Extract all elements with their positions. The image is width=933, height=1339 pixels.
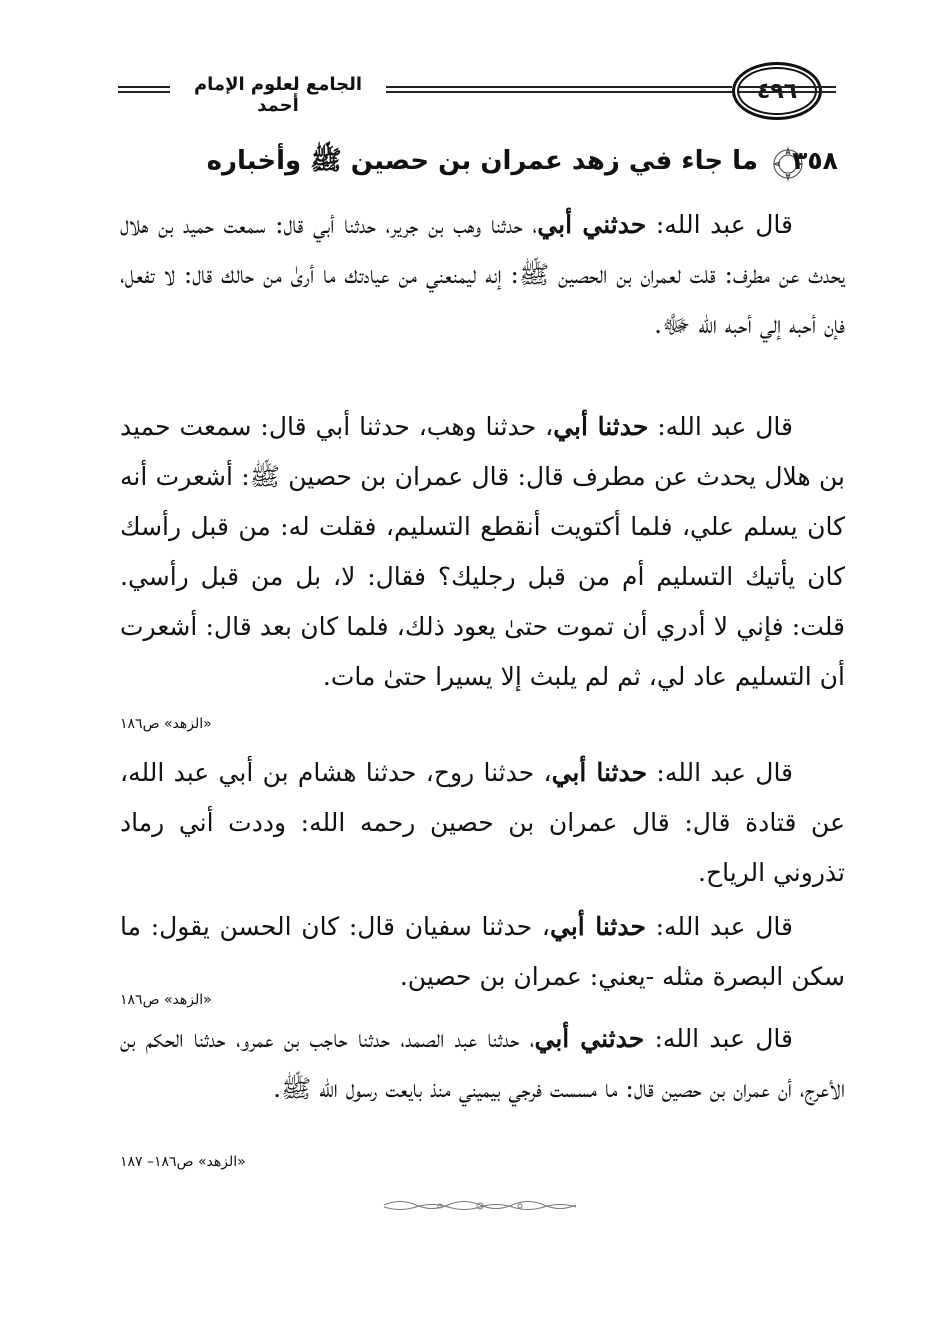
paragraph-5: [120, 1014, 845, 1114]
narrator-bold: حدثنا أبي: [553, 412, 649, 441]
narrator-prefix: قال عبد الله:: [645, 912, 793, 941]
footer-ornament-icon: [380, 1196, 580, 1214]
narrator-bold: حدثنا أبي: [551, 758, 648, 787]
narrator-bold: حدثنا أبي: [550, 912, 646, 941]
header-rule-left: [118, 86, 170, 93]
page-header: [118, 62, 836, 120]
header-rule-center: [386, 86, 732, 93]
paragraph-text: ، حدثنا سفيان قال: كان الحسن يقول: ما سكن البصرة مثله -يعني: عمران بن حصين.: [120, 912, 845, 991]
paragraph-text: ، حدثنا وهب، حدثنا أبي قال: سمعت حميد بن هلال يحدث عن مطرف قال: قال عمران بن حصين ﷺ: أشعرت أنه كان يسلم علي، فلما أكتويت أنقطع التسليم، فقلت له: من قبل رأسك كان يأتيك التسليم أم من قبل رجليك؟ فقال: لا، بل من قبل رأسي. قلت: فإني لا أدري أن تموت حتىٰ يعود ذلك، فلما كان بعد قال: أشعرت أن التسليم عاد لي، ثم لم يلبث إلا يسيرا حتىٰ مات.: [120, 412, 845, 691]
paragraph-2: [120, 402, 845, 702]
paragraph-text: ، حدثنا روح، حدثنا هشام بن أبي عبد الله، عن قتادة قال: قال عمران بن حصين رحمه الله: وددت أني رماد تذروني الرياح.: [120, 758, 845, 887]
narrator-prefix: قال عبد الله:: [648, 412, 794, 441]
paragraph-3: [120, 748, 845, 898]
narrator-prefix: قال عبد الله:: [646, 210, 793, 239]
paragraph-text: ، حدثنا وهب بن جرير، حدثنا أبي قال: سمعت حميد بن هلال يحدث عن مطرف: قلت لعمران بن الحصين ﷺ: إنه ليمنعني من عيادتك ما أرىٰ من حالك قال: لا تفعل، فإن أحبه إلي أحبه الله ﷻ.: [120, 210, 845, 339]
running-title: الجامع لعلوم الإمام أحمد: [193, 74, 363, 116]
narrator-prefix: قال عبد الله:: [644, 1024, 793, 1053]
narrator-bold: حدثني أبي: [534, 1024, 645, 1053]
narrator-bold: حدثني أبي: [537, 210, 647, 239]
section-title: ما جاء في زهد عمران بن حصين ﷺ وأخباره: [206, 146, 758, 176]
paragraph-1: [120, 200, 845, 350]
narrator-prefix: قال عبد الله:: [647, 758, 794, 787]
paragraph-text: ، حدثنا عبد الصمد، حدثنا حاجب بن عمرو، حدثنا الحكم بن الأعرج، أن عمران بن حصين قال: ما مسست فرجي بيميني منذ بايعت رسول الله ﷺ.: [120, 1024, 845, 1103]
source-reference: «الزهد» ص١٨٦: [120, 992, 212, 1008]
header-rule-right: [738, 86, 836, 93]
paragraph-4: [120, 902, 845, 1002]
source-reference: «الزهد» ص١٨٦– ١٨٧: [120, 1154, 246, 1170]
section-heading: [150, 140, 850, 190]
section-number: ٣٥٨: [792, 146, 838, 175]
source-reference: «الزهد» ص١٨٦: [120, 716, 212, 732]
page-number: ٤٩٦: [756, 78, 798, 104]
